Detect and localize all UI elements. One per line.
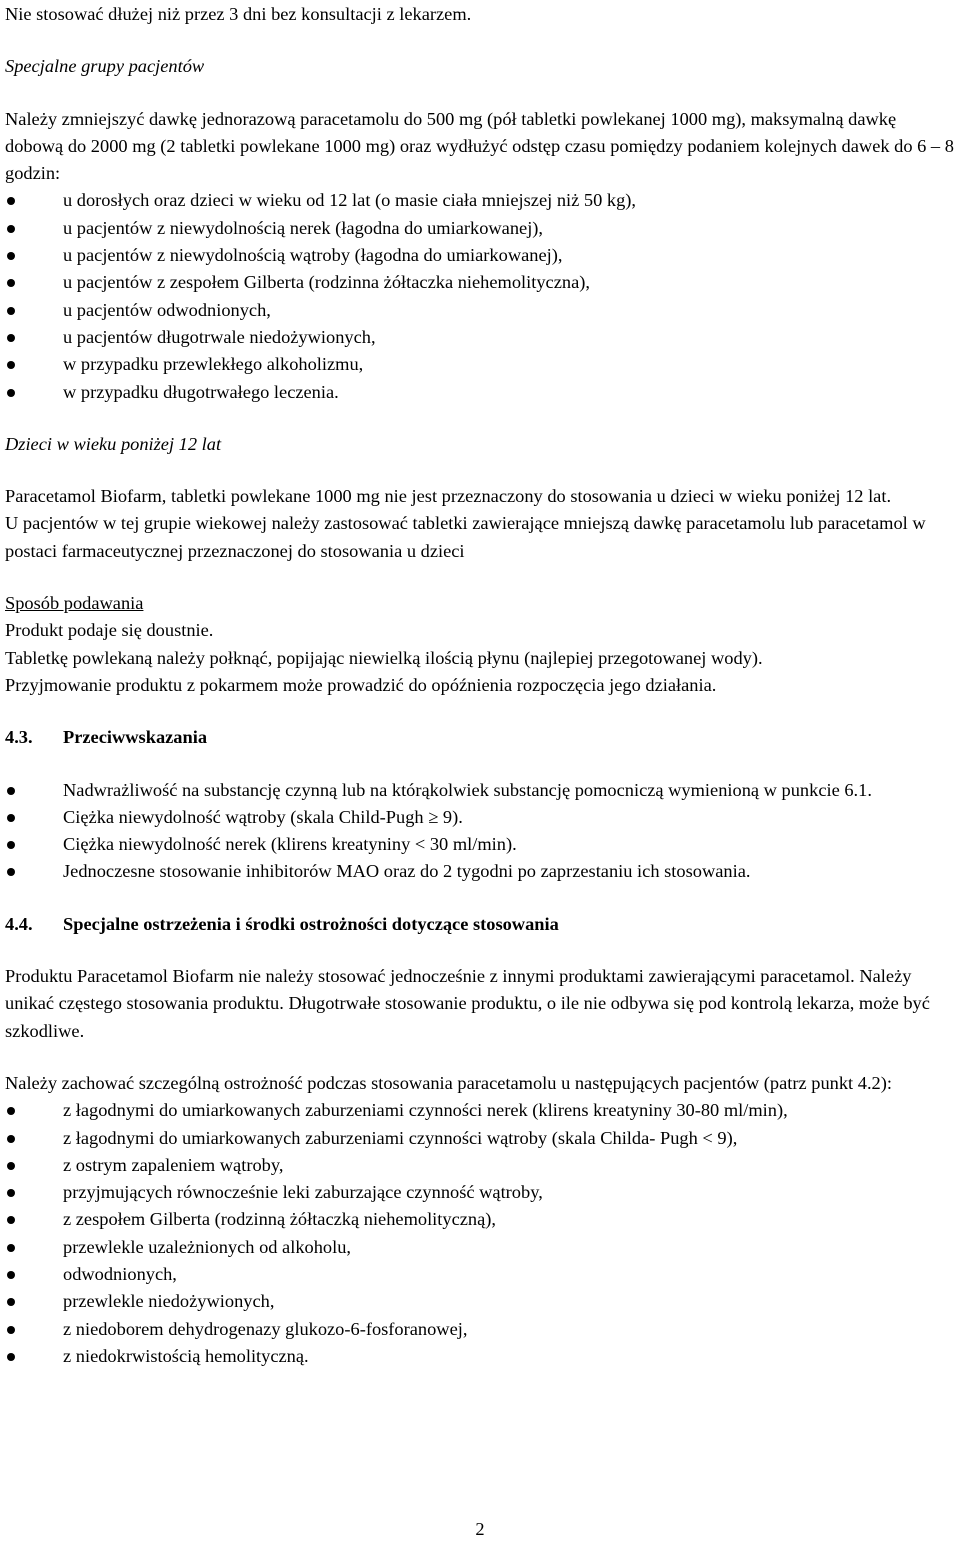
list-item: z łagodnymi do umiarkowanych zaburzeniami czynności wątroby (skala Childa- Pugh < 9),: [5, 1125, 957, 1152]
children-paragraph-1: Paracetamol Biofarm, tabletki powlekane 1000 mg nie jest przeznaczony do stosowania u dzieci w wieku poniżej 12 lat.: [5, 486, 892, 507]
section-4-4-heading: [5, 911, 957, 938]
bullet-icon: [7, 279, 15, 287]
contraindications-list: [5, 777, 957, 886]
bullet-icon: [7, 1244, 15, 1252]
warnings-paragraph-1: Produktu Paracetamol Biofarm nie należy stosować jednocześnie z innymi produktami zawierającymi paracetamol. Należy unikać częstego stosowania produktu. Długotrwałe stosowanie produktu, o ile nie odbywa się pod kontrolą lekarza, może być szkodliwe.: [5, 966, 930, 1041]
administration-line-3: Przyjmowanie produktu z pokarmem może prowadzić do opóźnienia rozpoczęcia jego działania.: [5, 674, 717, 695]
list-item: z łagodnymi do umiarkowanych zaburzeniami czynności nerek (klirens kreatyniny 30-80 ml/min),: [5, 1097, 957, 1124]
bullet-icon: [7, 1107, 15, 1115]
bullet-icon: [7, 841, 15, 849]
section-title: Przeciwwskazania: [63, 727, 208, 748]
page-number: 2: [475, 1519, 485, 1539]
bullet-icon: [7, 225, 15, 233]
bullet-icon: [7, 1326, 15, 1334]
special-groups-title: Specjalne grupy pacjentów: [5, 56, 205, 77]
children-paragraph-2: U pacjentów w tej grupie wiekowej należy zastosować tabletki zawierające mniejszą dawkę paracetamolu lub paracetamol w postaci farmaceutycznej przeznaczonej do stosowania u dzieci: [5, 513, 926, 561]
list-item: u pacjentów z niewydolnością nerek (łagodna do umiarkowanej),: [5, 215, 957, 242]
bullet-icon: [7, 814, 15, 822]
section-title: Specjalne ostrzeżenia i środki ostrożności dotyczące stosowania: [63, 913, 559, 934]
document-page: [5, 1, 957, 1370]
list-item: u dorosłych oraz dzieci w wieku od 12 lat (o masie ciała mniejszej niż 50 kg),: [5, 187, 957, 214]
section-number: 4.4.: [5, 913, 33, 934]
list-item: Ciężka niewydolność nerek (klirens kreatyniny < 30 ml/min).: [5, 831, 957, 858]
list-item: u pacjentów odwodnionych,: [5, 297, 957, 324]
list-item: u pacjentów z zespołem Gilberta (rodzinna żółtaczka niehemolityczna),: [5, 269, 957, 296]
caution-patients-list: [5, 1097, 957, 1370]
bullet-icon: [7, 1162, 15, 1170]
warnings-paragraph-2: Należy zachować szczególną ostrożność podczas stosowania paracetamolu u następujących pacjentów (patrz punkt 4.2):: [5, 1072, 892, 1093]
bullet-icon: [7, 334, 15, 342]
section-4-3-heading: [5, 724, 957, 751]
administration-title: Sposób podawania: [5, 593, 144, 614]
bullet-icon: [7, 389, 15, 397]
section-number: 4.3.: [5, 727, 33, 748]
list-item: przyjmujących równocześnie leki zaburzające czynność wątroby,: [5, 1179, 957, 1206]
bullet-icon: [7, 1298, 15, 1306]
list-item: u pacjentów z niewydolnością wątroby (łagodna do umiarkowanej),: [5, 242, 957, 269]
bullet-icon: [7, 1135, 15, 1143]
children-title: Dzieci w wieku poniżej 12 lat: [5, 433, 222, 454]
list-item: w przypadku długotrwałego leczenia.: [5, 379, 957, 406]
bullet-icon: [7, 787, 15, 795]
administration-line-1: Produkt podaje się doustnie.: [5, 620, 214, 641]
special-groups-paragraph: Należy zmniejszyć dawkę jednorazową paracetamolu do 500 mg (pół tabletki powlekanej 1000 mg), maksymalną dawkę dobową do 2000 mg (2 tabletki powlekane 1000 mg) oraz wydłużyć odstęp czasu pomiędzy podaniem kolejnych dawek do 6 – 8 godzin:: [5, 108, 954, 184]
bullet-icon: [7, 1216, 15, 1224]
list-item: Ciężka niewydolność wątroby (skala Child-Pugh ≥ 9).: [5, 804, 957, 831]
bullet-icon: [7, 1353, 15, 1361]
bullet-icon: [7, 197, 15, 205]
list-item: odwodnionych,: [5, 1261, 957, 1288]
bullet-icon: [7, 307, 15, 315]
list-item: Nadwrażliwość na substancję czynną lub na którąkolwiek substancję pomocniczą wymienioną w punkcie 6.1.: [5, 777, 957, 804]
bullet-icon: [7, 1189, 15, 1197]
intro-line: Nie stosować dłużej niż przez 3 dni bez konsultacji z lekarzem.: [5, 4, 472, 24]
bullet-icon: [7, 252, 15, 260]
list-item: z niedokrwistością hemolityczną.: [5, 1343, 957, 1370]
special-groups-list: [5, 187, 957, 405]
list-item: z ostrym zapaleniem wątroby,: [5, 1152, 957, 1179]
list-item: w przypadku przewlekłego alkoholizmu,: [5, 351, 957, 378]
bullet-icon: [7, 361, 15, 369]
administration-line-2: Tabletkę powlekaną należy połknąć, popijając niewielką ilością płynu (najlepiej przegotowanej wody).: [5, 647, 763, 668]
list-item: przewlekle uzależnionych od alkoholu,: [5, 1234, 957, 1261]
bullet-icon: [7, 868, 15, 876]
list-item: przewlekle niedożywionych,: [5, 1288, 957, 1315]
list-item: Jednoczesne stosowanie inhibitorów MAO oraz do 2 tygodni po zaprzestaniu ich stosowania.: [5, 858, 957, 885]
bullet-icon: [7, 1271, 15, 1279]
list-item: z zespołem Gilberta (rodzinną żółtaczką niehemolityczną),: [5, 1206, 957, 1233]
list-item: u pacjentów długotrwale niedożywionych,: [5, 324, 957, 351]
list-item: z niedoborem dehydrogenazy glukozo-6-fosforanowej,: [5, 1316, 957, 1343]
